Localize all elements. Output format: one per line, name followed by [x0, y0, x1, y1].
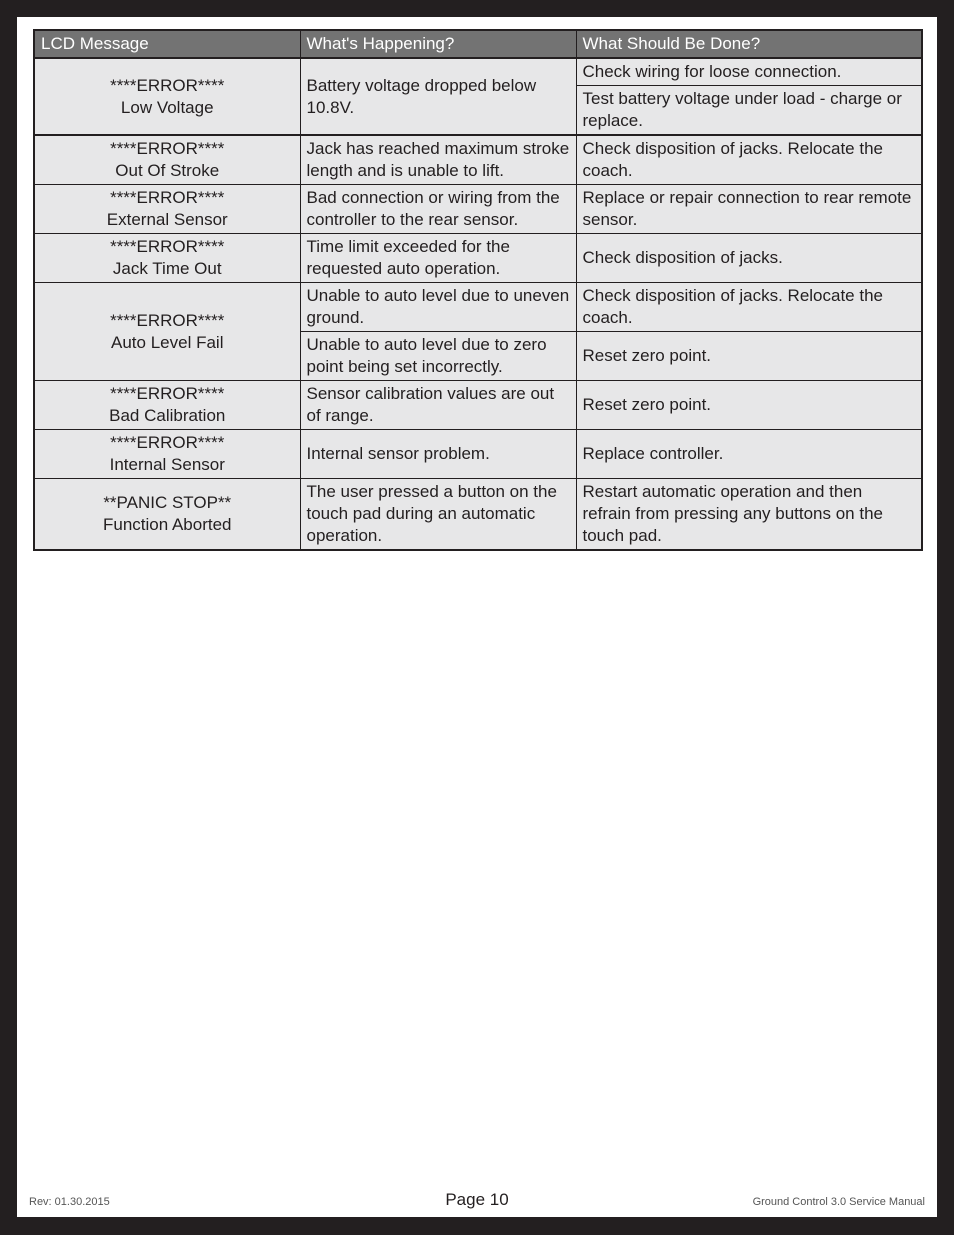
- whats-happening-cell: Unable to auto level due to zero point being set incorrectly.: [300, 332, 576, 381]
- lcd-message-line: Out Of Stroke: [115, 161, 220, 180]
- table-row: [34, 283, 922, 332]
- lcd-message-cell: [34, 58, 300, 135]
- action-cell: Restart automatic operation and then refrain from pressing any buttons on the touch pad.: [576, 479, 922, 551]
- whats-happening-cell: Unable to auto level due to uneven ground.: [300, 283, 576, 332]
- lcd-message-line: Jack Time Out: [112, 259, 222, 278]
- lcd-message-cell: [34, 234, 300, 283]
- lcd-message-cell: [34, 479, 300, 551]
- lcd-message-line: Bad Calibration: [109, 406, 226, 425]
- lcd-message-line: ****ERROR****: [110, 237, 225, 256]
- lcd-message-line: ****ERROR****: [110, 310, 225, 330]
- lcd-message-line: ****ERROR****: [110, 188, 225, 207]
- whats-happening-cell: Sensor calibration values are out of range.: [300, 381, 576, 430]
- manual-title: Ground Control 3.0 Service Manual: [752, 1196, 925, 1208]
- lcd-message-line: ****ERROR****: [110, 433, 225, 452]
- whats-happening-cell: Bad connection or wiring from the controller to the rear sensor.: [300, 185, 576, 234]
- whats-happening-cell: Internal sensor problem.: [300, 430, 576, 479]
- lcd-message-line: ****ERROR****: [110, 139, 225, 158]
- table-row: [34, 479, 922, 551]
- lcd-message-line: Auto Level Fail: [111, 332, 224, 352]
- action-cell: Check disposition of jacks. Relocate the coach.: [576, 283, 922, 332]
- action-cell: Replace or repair connection to rear remote sensor.: [576, 185, 922, 234]
- lcd-message-line: ****ERROR****: [110, 75, 225, 95]
- table-row: [34, 430, 922, 479]
- lcd-message-cell: [34, 135, 300, 185]
- header-lcd-message: LCD Message: [34, 30, 300, 58]
- table-row: [34, 234, 922, 283]
- whats-happening-cell: The user pressed a button on the touch pad during an automatic operation.: [300, 479, 576, 551]
- lcd-message-line: External Sensor: [106, 210, 228, 229]
- action-cell: Reset zero point.: [576, 332, 922, 381]
- whats-happening-cell: Jack has reached maximum stroke length and is unable to lift.: [300, 135, 576, 185]
- troubleshooting-table: [33, 29, 923, 551]
- action-cell: Replace controller.: [576, 430, 922, 479]
- action-cell: Reset zero point.: [576, 381, 922, 430]
- action-cell: Test battery voltage under load - charge or replace.: [576, 86, 922, 136]
- table-row: [34, 381, 922, 430]
- header-whats-happening: What's Happening?: [300, 30, 576, 58]
- table-row: [34, 58, 922, 86]
- manual-page: [17, 17, 937, 1217]
- lcd-message-line: ****ERROR****: [110, 384, 225, 403]
- lcd-message-line: **PANIC STOP**: [103, 493, 232, 512]
- lcd-message-line: Low Voltage: [120, 97, 214, 117]
- page-number: Page 10: [445, 1190, 509, 1209]
- whats-happening-cell: Battery voltage dropped below 10.8V.: [300, 58, 576, 135]
- action-cell: Check wiring for loose connection.: [576, 58, 922, 86]
- table-row: [34, 185, 922, 234]
- lcd-message-cell: [34, 430, 300, 479]
- table-header-row: [34, 30, 922, 58]
- header-what-should-be-done: What Should Be Done?: [576, 30, 922, 58]
- revision-date: Rev: 01.30.2015: [29, 1196, 110, 1208]
- action-cell: Check disposition of jacks. Relocate the coach.: [576, 135, 922, 185]
- lcd-message-cell: [34, 381, 300, 430]
- action-cell: Check disposition of jacks.: [576, 234, 922, 283]
- whats-happening-cell: Time limit exceeded for the requested auto operation.: [300, 234, 576, 283]
- lcd-message-cell: [34, 283, 300, 381]
- lcd-message-cell: [34, 185, 300, 234]
- lcd-message-line: Internal Sensor: [109, 455, 225, 474]
- lcd-message-line: Function Aborted: [102, 515, 232, 534]
- table-row: [34, 135, 922, 185]
